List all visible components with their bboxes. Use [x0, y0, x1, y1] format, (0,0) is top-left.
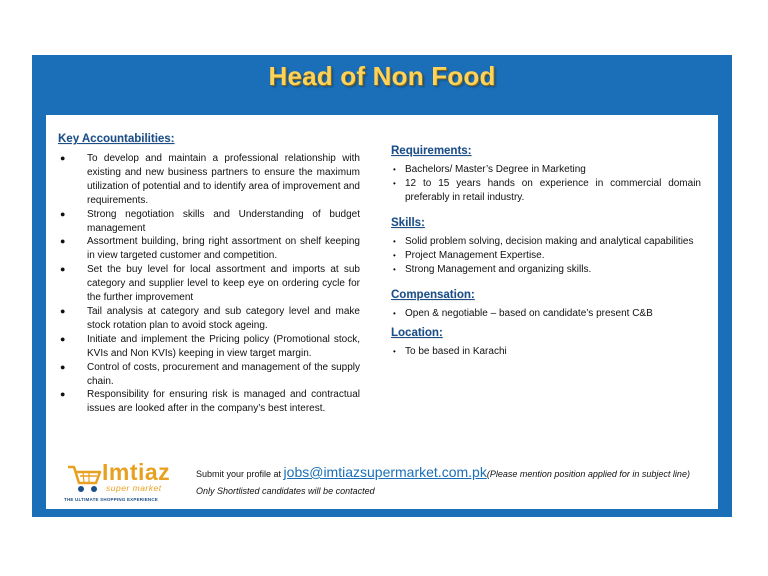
page-title: Head of Non Food — [268, 61, 496, 91]
company-logo — [64, 457, 178, 507]
requirements-heading: Requirements: — [391, 145, 472, 157]
subject-note: (Please mention position applied for in subject line) — [486, 469, 690, 479]
footer-panel — [46, 454, 718, 509]
list-item: ● Responsibility for ensuring risk is managed and contractual issues are looked after in the company’s best interest. — [60, 389, 360, 415]
list-item: • Bachelors/ Master’s Degree in Marketing — [393, 164, 586, 175]
list-item: ● Tail analysis at category and sub category level and make stock rotation plan to avoid stock ageing. — [60, 305, 360, 331]
requirements-list — [391, 163, 701, 205]
list-item: • To be based in Karachi — [393, 346, 507, 357]
list-item: • Strong Management and organizing skills. — [393, 264, 592, 275]
list-item: • 12 to 15 years hands on experience in commercial domain preferably in retail industry. — [393, 178, 701, 203]
accountabilities-heading: Key Accountabilities: — [58, 133, 175, 145]
logo-subtitle: super market — [106, 483, 162, 493]
job-ad-frame — [32, 55, 732, 517]
list-item: • Open & negotiable – based on candidate’s present C&B — [393, 308, 653, 319]
list-item: ● Control of costs, procurement and management of the supply chain. — [60, 361, 360, 387]
shopping-cart-icon — [66, 463, 104, 495]
location-heading: Location: — [391, 327, 443, 339]
compensation-heading: Compensation: — [391, 289, 475, 301]
location-list — [391, 345, 701, 359]
list-item: • Project Management Expertise. — [393, 250, 545, 261]
list-item: ● Initiate and implement the Pricing policy (Promotional stock, KVIs and Non KVIs) keeping in view target margin. — [60, 333, 360, 359]
skills-heading: Skills: — [391, 217, 425, 229]
list-item: • Solid problem solving, decision making and analytical capabilities — [393, 236, 694, 247]
list-item: ● To develop and maintain a professional relationship with existing and new business partners to ensure the maximum utilization of potential and to identify area of improvement and requirements. — [60, 153, 360, 206]
list-item: ● Strong negotiation skills and Understanding of budget management — [60, 208, 360, 234]
accountabilities-section — [58, 133, 360, 416]
submit-prefix: Submit your profile at — [196, 469, 284, 479]
compensation-list — [391, 307, 701, 321]
skills-list — [391, 235, 701, 277]
content-panel — [46, 115, 718, 500]
email-link[interactable]: jobs@imtiazsupermarket.com.pk — [283, 464, 487, 480]
accountabilities-list — [58, 152, 360, 416]
list-item: ● Set the buy level for local assortment and imports at sub category and supplier level to keep eye on ordering cycle for the further improvement — [60, 264, 360, 304]
logo-wordmark: Imtiaz — [102, 459, 171, 485]
submit-line — [196, 464, 690, 480]
list-item: ● Assortment building, bring right assortment on shelf keeping in view targeted customer and competition. — [60, 236, 360, 262]
right-column — [391, 145, 701, 371]
shortlist-note: Only Shortlisted candidates will be contacted — [196, 486, 375, 496]
logo-tagline: THE ULTIMATE SHOPPING EXPERIENCE — [64, 497, 158, 502]
